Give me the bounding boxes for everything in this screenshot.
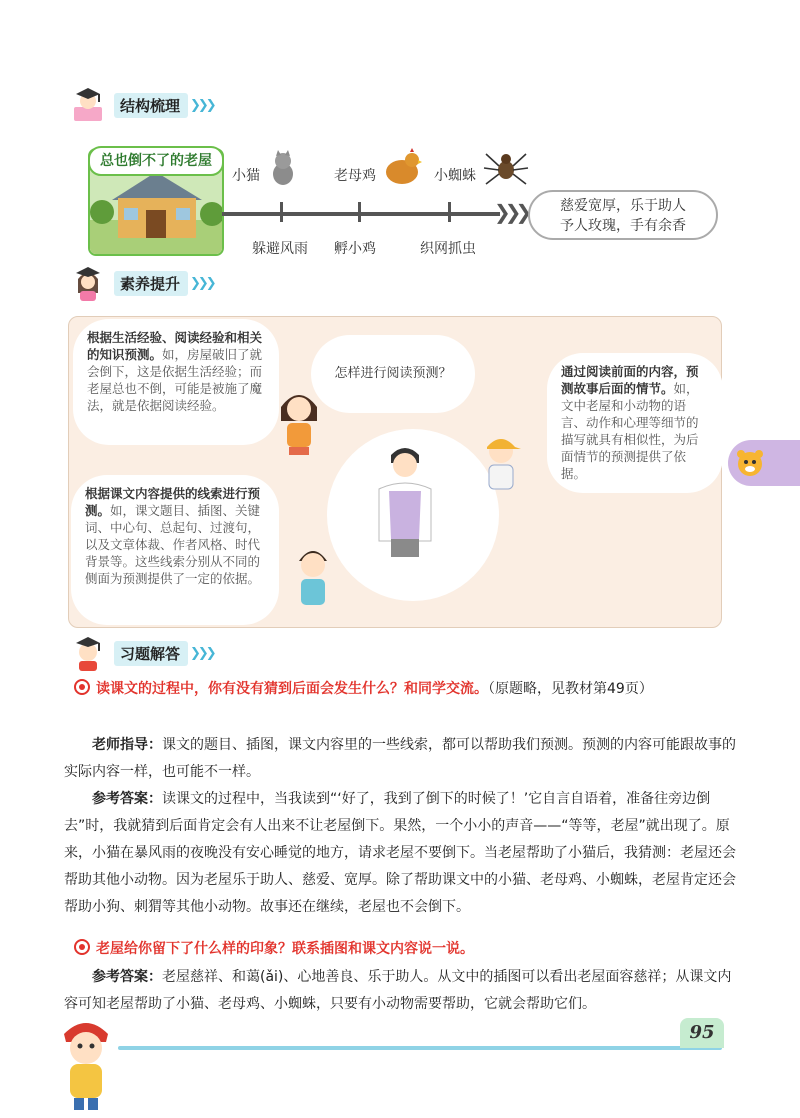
result-line: 予人玫瑰，手有余香	[560, 218, 686, 234]
section-header-literacy	[66, 270, 214, 296]
cat-icon	[268, 150, 298, 190]
bubble-body: 如，文中老屋和小动物的语言、动作和心理等细节的描写就具有相似性，为后面情节的预测提供了依据。	[561, 381, 699, 481]
action-hatch: 孵小鸡	[334, 241, 376, 257]
chevrons-icon: ❯❯❯	[190, 97, 214, 113]
tiger-icon	[734, 447, 766, 479]
teacher-guide	[64, 732, 740, 786]
section-title: 习题解答	[114, 641, 188, 666]
literacy-panel	[68, 316, 722, 628]
result-line: 慈爱宽厚，乐于助人	[560, 198, 686, 214]
bubble-prediction	[547, 353, 723, 493]
question-bullet-icon	[74, 939, 90, 955]
timeline-tick	[358, 202, 361, 222]
question-note: （原题略，见教材第49页）	[488, 681, 653, 697]
bubble-experience	[73, 319, 279, 445]
section-header-structure	[66, 92, 214, 118]
result-bubble	[528, 190, 718, 240]
answer-text: 读课文的过程中，当我读到“‘好了，我到了倒下的时候了！’它自言自语着，准备往旁边倒去”时，我就猜到后面肯定会有人出来不让老屋倒下。果然，一个小小的声音——“等等，老屋”就出现了。原来，小猫在暴风雨的夜晚没有安心睡觉的地方，请求老屋不要倒下。当老屋帮助了小猫后，我猜测：老屋还会帮助其他小动物。因为老屋乐于助人、慈爱、宽厚。除了帮助课文中的小猫、老母鸡、小蜘蛛，老屋肯定还会帮助小狗、刺猬等其他小动物。故事还在继续，老屋也不会倒下。	[64, 791, 736, 915]
center-question	[311, 335, 475, 413]
question-bullet-icon	[74, 679, 90, 695]
footer-line	[118, 1046, 722, 1050]
spider-icon	[482, 146, 530, 194]
girl-scholar-icon	[66, 263, 112, 303]
question-text: 读课文的过程中，你有没有猜到后面会发生什么？和同学交流。	[96, 681, 488, 697]
timeline-tick	[448, 202, 451, 222]
section-header-exercises	[66, 640, 214, 666]
action-web: 织网抓虫	[420, 241, 476, 257]
animal-hen: 老母鸡	[334, 168, 376, 184]
question-2	[74, 936, 744, 963]
answer-label: 参考答案：	[92, 791, 162, 807]
chevrons-icon: ❯❯❯	[190, 275, 214, 291]
boy-cap-figure	[477, 427, 525, 501]
guide-label: 老师指导：	[92, 737, 162, 753]
chevrons-icon: ❯❯❯	[190, 645, 214, 661]
girl-figure	[275, 387, 323, 461]
hen-icon	[382, 148, 422, 190]
bubble-body: 如，房屋破旧了就会倒下，这是依据生活经验；而老屋总也不倒，可能是被施了魔法，就是依据阅读经验。	[87, 347, 263, 413]
section-title: 结构梳理	[114, 93, 188, 118]
bubble-clues	[71, 475, 279, 625]
mascot-figure	[50, 1012, 122, 1116]
page-number: 95	[680, 1018, 724, 1048]
answer-text: 老屋慈祥、和蔼(ǎi)、心地善良、乐于助人。从文中的插图可以看出老屋面容慈祥；从课文内容可知老屋帮助了小猫、老母鸡、小蜘蛛，只要有小动物需要帮助，它就会帮助它们。	[64, 969, 732, 1012]
timeline-arrow-icon: ❯❯❯	[494, 200, 527, 224]
answer-2	[64, 964, 740, 1018]
answer-1	[64, 786, 740, 921]
guide-text: 课文的题目、插图，课文内容里的一些线索，都可以帮助我们预测。预测的内容可能跟故事的实际内容一样，也可能不一样。	[64, 737, 736, 780]
teacher-figure	[365, 441, 445, 563]
scholar-reading-icon	[66, 85, 112, 125]
timeline	[222, 212, 500, 216]
question-1	[74, 676, 744, 703]
bubble-title: 通过阅读前面的内容，预测故事后面的情节。	[561, 364, 699, 396]
center-question-text: 怎样进行阅读预测？	[334, 366, 452, 381]
section-title: 素养提升	[114, 271, 188, 296]
action-shelter: 躲避风雨	[252, 241, 308, 257]
bubble-title: 根据课文内容提供的线索进行预测。	[85, 486, 261, 518]
bubble-title: 根据生活经验、阅读经验和相关的知识预测。	[87, 330, 263, 362]
timeline-tick	[280, 202, 283, 222]
animal-cat: 小猫	[232, 168, 260, 184]
bubble-body: 如，课文题目、插图、关键词、中心句、总起句、过渡句，以及文章体裁、作者风格、时代背景等。这些线索分别从不同的侧面为预测提供了一定的依据。	[85, 503, 261, 586]
boy-figure	[291, 543, 335, 617]
answer-label: 参考答案：	[92, 969, 162, 985]
animal-spider: 小蜘蛛	[434, 168, 476, 184]
chapter-side-tab	[728, 440, 800, 486]
house-label: 总也倒不了的老屋	[88, 146, 224, 176]
student-scholar-icon	[66, 633, 112, 673]
question-text: 老屋给你留下了什么样的印象？联系插图和课文内容说一说。	[96, 941, 474, 957]
